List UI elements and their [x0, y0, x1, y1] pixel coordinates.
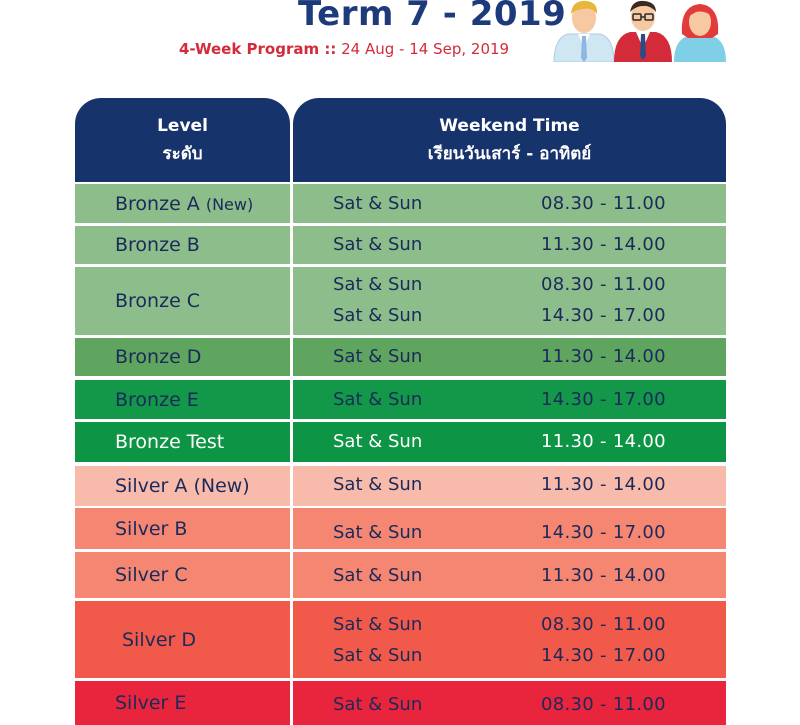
people-group-icon: [552, 0, 732, 62]
level-cell: [75, 226, 290, 264]
time-cell: [293, 552, 726, 598]
table-row: [75, 422, 726, 462]
level-name: [115, 692, 186, 714]
time-column-header: [293, 98, 726, 182]
time-slot: [293, 301, 726, 331]
slot-time: 08.30 - 11.00: [541, 193, 666, 214]
time-slot: [293, 610, 726, 640]
level-name: [115, 518, 187, 540]
time-slot: [293, 230, 726, 260]
slot-time: 14.30 - 17.00: [541, 389, 666, 410]
level-label: Bronze E: [115, 388, 199, 411]
level-cell: [75, 422, 290, 462]
level-cell: [75, 338, 290, 376]
table-row: [75, 601, 726, 678]
time-slot: [293, 385, 726, 415]
slot-time: 11.30 - 14.00: [541, 234, 666, 255]
slot-days: Sat & Sun: [333, 193, 423, 214]
level-label: Silver E: [115, 692, 187, 714]
program-label: 4-Week Program ::: [179, 40, 337, 58]
slot-days: Sat & Sun: [333, 274, 423, 295]
slot-time: 11.30 - 14.00: [541, 474, 666, 495]
level-cell: [75, 184, 290, 223]
level-cell: [75, 267, 290, 335]
slot-days: Sat & Sun: [333, 522, 423, 543]
level-label: Silver D: [122, 628, 197, 651]
slot-days: Sat & Sun: [333, 565, 423, 586]
table-row: [75, 508, 726, 549]
level-name: [115, 431, 224, 453]
level-label: Silver C: [115, 564, 188, 586]
level-name: [115, 290, 200, 312]
table-row: [75, 552, 726, 598]
level-name: [122, 629, 196, 651]
level-cell: [75, 601, 290, 678]
level-label: Silver B: [115, 517, 188, 540]
time-cell: [293, 508, 726, 549]
time-slot: [293, 641, 726, 671]
time-cell: [293, 422, 726, 462]
slot-time: 11.30 - 14.00: [541, 346, 666, 367]
time-slot: [293, 518, 726, 548]
time-cell: [293, 267, 726, 335]
level-name: [115, 475, 250, 497]
slot-time: 11.30 - 14.00: [541, 565, 666, 586]
time-header-th: เรียนวันเสาร์ - อาทิตย์: [427, 144, 592, 164]
time-cell: [293, 601, 726, 678]
time-slot: [293, 342, 726, 372]
level-label: Bronze A: [115, 192, 200, 215]
slot-days: Sat & Sun: [333, 431, 423, 452]
level-name: [115, 564, 188, 586]
time-cell: [293, 338, 726, 376]
slot-time: 08.30 - 11.00: [541, 694, 666, 715]
time-cell: [293, 681, 726, 725]
level-header-en: Level: [157, 116, 208, 136]
slot-days: Sat & Sun: [333, 645, 423, 666]
level-cell: [75, 466, 290, 506]
page-title: Term 7 - 2019: [298, 0, 567, 34]
slot-time: 11.30 - 14.00: [541, 431, 666, 452]
program-dates: 24 Aug - 14 Sep, 2019: [341, 40, 510, 58]
slot-time: 14.30 - 17.00: [541, 305, 666, 326]
level-name: [115, 234, 200, 256]
time-slot: [293, 690, 726, 720]
time-slot: [293, 561, 726, 591]
level-label: Bronze B: [115, 234, 200, 256]
slot-days: Sat & Sun: [333, 346, 423, 367]
time-slot: [293, 470, 726, 500]
level-label: Bronze Test: [115, 431, 225, 453]
level-column-header: [75, 98, 290, 182]
table-row: [75, 184, 726, 223]
table-row: [75, 681, 726, 725]
time-header-en: Weekend Time: [439, 116, 580, 136]
time-cell: [293, 226, 726, 264]
table-row: [75, 267, 726, 335]
level-cell: [75, 681, 290, 725]
time-slot: [293, 189, 726, 219]
time-cell: [293, 184, 726, 223]
slot-time: 14.30 - 17.00: [541, 645, 666, 666]
slot-days: Sat & Sun: [333, 614, 423, 635]
slot-days: Sat & Sun: [333, 389, 423, 410]
table-row: [75, 338, 726, 376]
time-cell: [293, 380, 726, 419]
program-subtitle: [179, 40, 509, 58]
level-label: Bronze D: [115, 346, 202, 368]
table-row: [75, 380, 726, 419]
slot-time: 14.30 - 17.00: [541, 522, 666, 543]
level-header-th: ระดับ: [162, 144, 203, 164]
slot-days: Sat & Sun: [333, 305, 423, 326]
slot-time: 08.30 - 11.00: [541, 614, 666, 635]
slot-days: Sat & Sun: [333, 474, 423, 495]
level-name: [115, 389, 199, 411]
level-label: Bronze C: [115, 290, 201, 312]
level-cell: [75, 508, 290, 549]
time-slot: [293, 427, 726, 457]
time-cell: [293, 466, 726, 506]
slot-days: Sat & Sun: [333, 694, 423, 715]
level-label: Silver A (New): [115, 475, 250, 497]
time-slot: [293, 270, 726, 300]
level-cell: [75, 380, 290, 419]
level-name: [115, 346, 201, 368]
level-name: [115, 193, 253, 215]
level-suffix: (New): [205, 194, 254, 214]
slot-days: Sat & Sun: [333, 234, 423, 255]
level-cell: [75, 552, 290, 598]
table-row: [75, 226, 726, 264]
table-row: [75, 466, 726, 506]
slot-time: 08.30 - 11.00: [541, 274, 666, 295]
